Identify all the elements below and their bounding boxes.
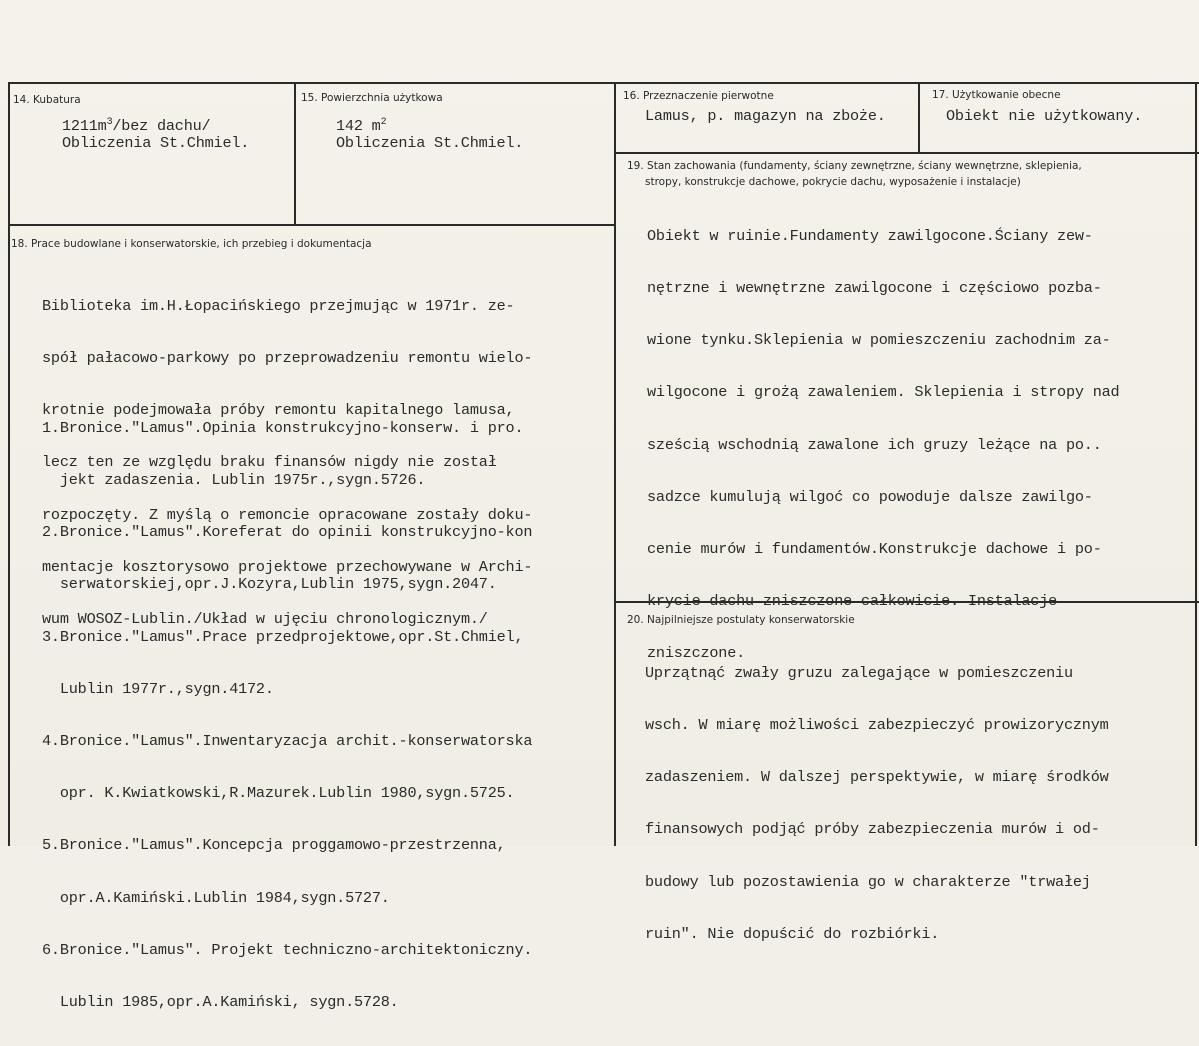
przeznaczenie-value: Lamus, p. magazyn na zboże.	[645, 107, 886, 125]
top-border-line	[8, 82, 1199, 84]
postulaty-line: budowy lub pozostawienia go w charakterze "trwałej	[645, 872, 1091, 891]
stan-line: wione tynku.Sklepienia w pomieszczeniu zachodnim za-	[647, 331, 1111, 350]
stan-label-line2: stropy, konstrukcje dachowe, pokrycie dachu, wyposażenie i instalacje)	[645, 176, 1021, 188]
prace-line: rozpoczęty. Z myślą o remoncie opracowane zostały doku-	[42, 505, 533, 524]
prace-line: 3.Bronice."Lamus".Prace przedprojektowe,opr.St.Chmiel,	[42, 627, 524, 646]
postulaty-line: finansowych podjąć próby zabezpieczenia murów i od-	[645, 820, 1100, 839]
powierzchnia-label: 15. Powierzchnia użytkowa	[301, 92, 443, 104]
postulaty-text	[645, 630, 1109, 978]
prace-line: 2.Bronice."Lamus".Koreferat do opinii konstrukcyjno-kon	[42, 523, 533, 542]
stan-line: Obiekt w ruinie.Fundamenty zawilgocone.Ściany zew-	[647, 226, 1093, 245]
prace-line: 4.Bronice."Lamus".Inwentaryzacja archit.-konserwatorska	[42, 732, 533, 751]
prace-line: Lublin 1977r.,sygn.4172.	[42, 679, 274, 698]
prace-line: opr. K.Kwiatkowski,R.Mazurek.Lublin 1980,sygn.5725.	[42, 784, 515, 803]
stan-line: cenie murów i fundamentów.Konstrukcje dachowe i po-	[647, 540, 1102, 559]
prace-line: 1.Bronice."Lamus".Opinia konstrukcyjno-konserw. i pro.	[42, 418, 524, 437]
stan-line: sadzce kumulują wilgoć co powoduje dalsze zawilgo-	[647, 487, 1093, 506]
kubatura-note: Obliczenia St.Chmiel.	[62, 134, 250, 153]
prace-line: wum WOSOZ-Lublin./Układ w ujęciu chronologicznym./	[42, 610, 488, 629]
stan-line: wilgocone i grożą zawaleniem. Sklepienia i stropy nad	[647, 383, 1120, 402]
postulaty-line: wsch. W miarę możliwości zabezpieczyć prowizorycznym	[645, 716, 1109, 735]
prace-list	[42, 385, 532, 1046]
kubatura-value: $1211m^3$/bez dachu/ Obliczenia St.Chmiel.	[62, 116, 250, 153]
postulaty-line: zadaszeniem. W dalszej perspektywie, w miarę środków	[645, 768, 1109, 787]
prace-line: lecz ten ze względu braku finansów nigdy nie został	[42, 453, 497, 472]
left-border-line	[8, 82, 10, 846]
powierzchnia-note: Obliczenia St.Chmiel.	[336, 134, 524, 153]
main-divider	[614, 82, 616, 846]
prace-label: 18. Prace budowlane i konserwatorskie, ich przebieg i dokumentacja	[11, 238, 372, 250]
divider-16-17	[918, 82, 920, 153]
prace-line: opr.A.Kamiński.Lublin 1984,sygn.5727.	[42, 888, 390, 907]
stan-line: zniszczone.	[647, 644, 746, 663]
stan-line: sześcią wschodnią zawalone ich gruzy leżące na po..	[647, 435, 1102, 454]
prace-line: krotnie podejmowała próby remontu kapitalnego lamusa,	[42, 401, 515, 420]
right-border-line	[1195, 82, 1197, 846]
uzytkowanie-label: 17. Użytkowanie obecne	[932, 89, 1061, 101]
stan-line: nętrzne i wewnętrzne zawilgocone i częściowo pozba-	[647, 279, 1102, 298]
prace-line: 5.Bronice."Lamus".Koncepcja proggamowo-przestrzenna,	[42, 836, 506, 855]
przeznaczenie-label: 16. Przeznaczenie pierwotne	[623, 90, 774, 102]
uzytkowanie-value: Obiekt nie użytkowany.	[946, 107, 1143, 125]
kubatura-label: 14. Kubatura	[13, 94, 81, 106]
postulaty-label: 20. Najpilniejsze postulaty konserwatorskie	[627, 614, 855, 626]
prace-line: spół pałacowo-parkowy po przeprowadzeniu remontu wielo-	[42, 349, 533, 368]
prace-line: Biblioteka im.H.Łopacińskiego przejmując w 1971r. ze-	[42, 296, 515, 315]
prace-line: jekt zadaszenia. Lublin 1975r.,sygn.5726.	[42, 471, 426, 490]
prace-line: Lublin 1985,opr.A.Kamiński, sygn.5728.	[42, 993, 399, 1012]
prace-line: serwatorskiej,opr.J.Kozyra,Lublin 1975,sygn.2047.	[42, 575, 497, 594]
prace-line: mentacje kosztorysowo projektowe przechowywane w Archi-	[42, 557, 533, 576]
row1-bottom-line-left	[8, 224, 616, 226]
powierzchnia-value: 142 $m^2$ Obliczenia St.Chmiel.	[336, 116, 524, 153]
postulaty-line: ruin". Nie dopuścić do rozbiórki.	[645, 924, 940, 943]
prace-line: 6.Bronice."Lamus". Projekt techniczno-architektoniczny.	[42, 940, 533, 959]
stan-line: krycie dachu zniszczone całkowicie. Instalacje	[647, 592, 1058, 611]
stan-label-line1: 19. Stan zachowania (fundamenty, ściany zewnętrzne, ściany wewnętrzne, sklepienia,	[627, 160, 1082, 172]
postulaty-line: Uprzątnąć zwały gruzu zalegające w pomieszczeniu	[645, 663, 1073, 682]
row1-bottom-line-right	[616, 152, 1199, 154]
divider-14-15	[294, 82, 296, 225]
